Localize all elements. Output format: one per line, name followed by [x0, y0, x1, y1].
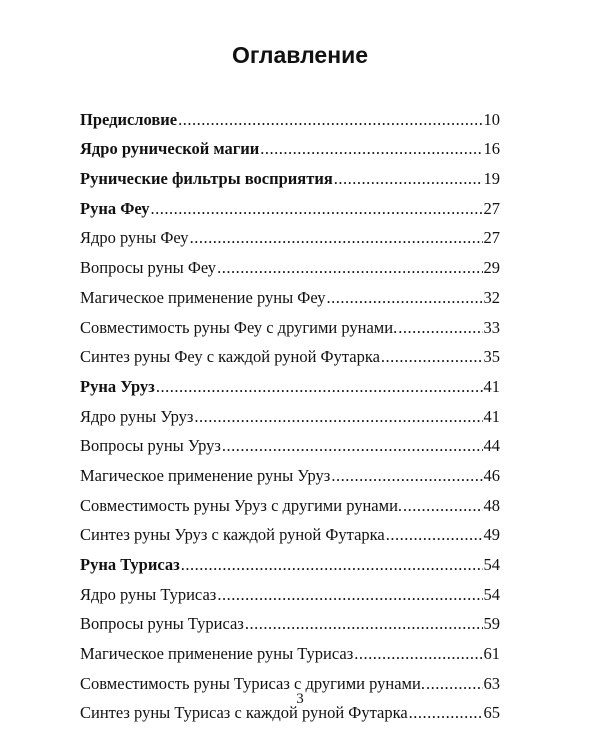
- toc-entry-title: Ядро рунической магии: [80, 139, 260, 159]
- toc-entry-page: 27: [483, 228, 500, 248]
- toc-entry[interactable]: [80, 397, 500, 427]
- toc-entry-page: 59: [483, 614, 500, 634]
- toc-entry-page: 49: [483, 525, 500, 545]
- toc-entry-page: 32: [483, 287, 500, 307]
- toc-dot-leader: [386, 525, 483, 545]
- toc-entry[interactable]: [80, 486, 500, 516]
- toc-dot-leader: [354, 644, 482, 664]
- toc-entry[interactable]: [80, 545, 500, 575]
- toc-dot-leader: [190, 228, 483, 248]
- toc-entry[interactable]: [80, 456, 500, 486]
- page-title: Оглавление: [231, 42, 369, 68]
- toc-entry-title: Синтез руны Феу с каждой руной Футарка: [80, 347, 380, 367]
- toc-entry-title: Вопросы руны Турисаз: [80, 614, 244, 634]
- toc-dot-leader: [178, 110, 482, 130]
- toc-entry-page: 16: [483, 139, 500, 159]
- toc-entry[interactable]: [80, 367, 500, 397]
- toc-dot-leader: [334, 169, 483, 189]
- toc-entry-title: Магическое применение руны Турисаз: [80, 644, 354, 664]
- toc-entry-title: Синтез руны Турисаз с каждой руной Футарка: [80, 703, 408, 723]
- toc-entry[interactable]: [80, 278, 500, 308]
- toc-dot-leader: [260, 139, 482, 159]
- toc-entry-page: 48: [483, 495, 500, 515]
- toc-entry[interactable]: [80, 100, 500, 130]
- toc-entry[interactable]: [80, 427, 500, 457]
- toc-entry[interactable]: [80, 338, 500, 368]
- toc-entry-page: 35: [483, 347, 500, 367]
- toc-dot-leader: [403, 496, 482, 516]
- toc-entry[interactable]: [80, 516, 500, 546]
- toc-entry-title: Вопросы руны Феу: [80, 258, 217, 278]
- page-number: 3: [296, 691, 304, 707]
- toc-dot-leader: [194, 407, 482, 427]
- toc-entry-title: Совместимость руны Турисаз с другими рунами.: [80, 673, 425, 693]
- toc-entry-title: Ядро руны Турисаз: [80, 584, 217, 604]
- toc-entry-title: Руна Турисаз: [80, 555, 180, 574]
- toc-dot-leader: [327, 288, 483, 308]
- toc-entry-page: 44: [483, 436, 500, 456]
- toc-dot-leader: [151, 199, 483, 219]
- toc-entry[interactable]: [80, 634, 500, 664]
- toc-entry-page: 19: [483, 169, 500, 189]
- table-of-contents: [80, 100, 500, 723]
- toc-entry-page: 54: [483, 584, 500, 604]
- toc-dot-leader: [245, 614, 483, 634]
- toc-entry-page: 54: [483, 555, 500, 574]
- toc-entry[interactable]: [80, 130, 500, 160]
- toc-dot-leader: [331, 466, 482, 486]
- toc-entry[interactable]: [80, 575, 500, 605]
- toc-entry-title: Предисловие: [80, 109, 178, 129]
- toc-entry-page: 29: [483, 258, 500, 278]
- toc-entry-page: 41: [483, 376, 500, 396]
- toc-entry-title: Магическое применение руны Феу: [80, 287, 326, 307]
- toc-entry-title: Ядро руны Уруз: [80, 406, 194, 426]
- toc-entry-page: 61: [483, 644, 500, 664]
- toc-entry-title: Совместимость руны Феу с другими рунами.: [80, 317, 398, 337]
- toc-entry-title: Вопросы руны Уруз: [80, 436, 221, 456]
- toc-dot-leader: [217, 258, 482, 278]
- toc-entry[interactable]: [80, 605, 500, 635]
- toc-entry-title: Руна Уруз: [80, 376, 155, 396]
- toc-entry-page: 27: [483, 198, 500, 218]
- toc-dot-leader: [381, 347, 483, 367]
- toc-entry-page: 10: [483, 109, 500, 129]
- toc-entry[interactable]: [80, 248, 500, 278]
- toc-entry-page: 33: [483, 317, 500, 337]
- toc-dot-leader: [156, 377, 483, 397]
- toc-entry-title: Магическое применение руны Уруз: [80, 465, 331, 485]
- toc-entry-page: 63: [483, 673, 500, 693]
- toc-entry[interactable]: [80, 159, 500, 189]
- toc-entry-title: Совместимость руны Уруз с другими рунами.: [80, 495, 403, 515]
- toc-dot-leader: [398, 318, 482, 338]
- toc-entry[interactable]: [80, 219, 500, 249]
- toc-entry-title: Синтез руны Уруз с каждой руной Футарка: [80, 525, 385, 545]
- toc-dot-leader: [181, 555, 483, 575]
- toc-entry-page: 65: [483, 703, 500, 723]
- toc-entry[interactable]: [80, 308, 500, 338]
- toc-entry-title: Ядро руны Феу: [80, 228, 189, 248]
- toc-dot-leader: [217, 585, 482, 605]
- toc-entry-page: 46: [483, 465, 500, 485]
- toc-dot-leader: [222, 436, 483, 456]
- toc-entry-title: Руна Феу: [80, 198, 150, 218]
- toc-entry-title: Рунические фильтры восприятия: [80, 169, 333, 189]
- toc-entry[interactable]: [80, 189, 500, 219]
- toc-entry-page: 41: [483, 406, 500, 426]
